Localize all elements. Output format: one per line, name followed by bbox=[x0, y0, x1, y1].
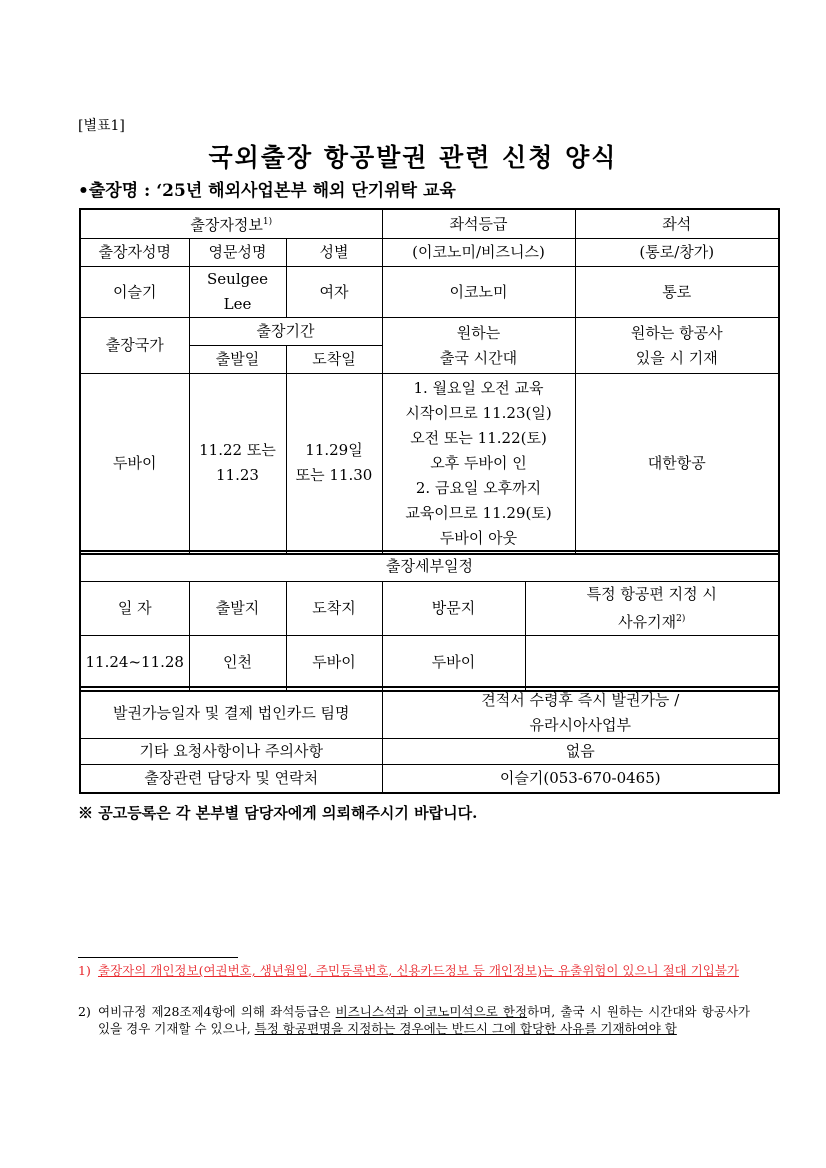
trip-name: •출장명 : ‘25년 해외사업본부 해외 단기위탁 교육 bbox=[78, 181, 456, 201]
country-value: 두바이 bbox=[80, 374, 189, 554]
footnote-2: 2) 여비규정 제28조제4항에 의해 좌석등급은 비즈니스석과 이코노미석으로 한정하며, 출국 시 원하는 시간대와 항공사가 있을 경우 기재할 수 있으나, 특정 항공편명을 지정하는 경우에는 반드시 그에 합당한 사유를 기재하여야 함 bbox=[78, 1004, 750, 1036]
col-gender: 성별 bbox=[286, 239, 382, 267]
name-value: 이슬기 bbox=[80, 267, 189, 318]
issue-value: 견적서 수령후 즉시 발권가능 / 유라시아사업부 bbox=[382, 687, 779, 739]
notice: ※ 공고등록은 각 본부별 담당자에게 의뢰해주시기 바랍니다. bbox=[78, 804, 478, 822]
issue-label: 발권가능일자 및 결제 법인카드 팀명 bbox=[80, 687, 382, 739]
period-header: 출장기간 bbox=[189, 318, 382, 346]
col-reason: 특정 항공편 지정 시 사유기재$^{2)}$ bbox=[525, 581, 779, 635]
seat-class-sub: (이코노미/비즈니스) bbox=[382, 239, 575, 267]
annex-label: [별표1] bbox=[78, 118, 125, 134]
col-from: 출발지 bbox=[189, 581, 286, 635]
seat-sub: (통로/창가) bbox=[575, 239, 779, 267]
other-label: 기타 요청사항이나 주의사항 bbox=[80, 739, 382, 765]
gender-value: 여자 bbox=[286, 267, 382, 318]
airline-header: 원하는 항공사 있을 시 기재 bbox=[575, 318, 779, 374]
airline-value: 대한항공 bbox=[575, 374, 779, 554]
eng-name-value: Seulgee Lee bbox=[189, 267, 286, 318]
arrive-value: 11.29일 또는 11.30 bbox=[286, 374, 382, 554]
other-value: 없음 bbox=[382, 739, 779, 765]
col-date: 일 자 bbox=[80, 581, 189, 635]
time-header: 원하는 출국 시간대 bbox=[382, 318, 575, 374]
schedule-table bbox=[79, 550, 780, 692]
payment-table bbox=[79, 686, 780, 794]
depart-header: 출발일 bbox=[189, 346, 286, 374]
schedule-visit: 두바이 bbox=[382, 635, 525, 691]
col-name: 출장자성명 bbox=[80, 239, 189, 267]
schedule-section-header: 출장세부일정 bbox=[80, 551, 779, 581]
schedule-reason bbox=[525, 635, 779, 691]
col-visit: 방문지 bbox=[382, 581, 525, 635]
page-title: 국외출장 항공발권 관련 신청 양식 bbox=[208, 143, 618, 172]
country-header: 출장국가 bbox=[80, 318, 189, 374]
traveler-table bbox=[79, 208, 780, 555]
col-eng-name: 영문성명 bbox=[189, 239, 286, 267]
traveler-info-header: 출장자정보$^{1)}$ bbox=[80, 209, 382, 239]
seat-class-header: 좌석등급 bbox=[382, 209, 575, 239]
arrive-header: 도착일 bbox=[286, 346, 382, 374]
seat-value: 통로 bbox=[575, 267, 779, 318]
schedule-from: 인천 bbox=[189, 635, 286, 691]
seat-header: 좌석 bbox=[575, 209, 779, 239]
schedule-to: 두바이 bbox=[286, 635, 382, 691]
footnote-divider bbox=[78, 957, 238, 958]
footnote-1: 1) 출장자의 개인정보(여권번호, 생년월일, 주민등록번호, 신용카드정보 등 개인정보)는 유출위험이 있으니 절대 기입불가 bbox=[78, 963, 740, 978]
col-to: 도착지 bbox=[286, 581, 382, 635]
time-value: 1. 월요일 오전 교육 시작이므로 11.23(일) 오전 또는 11.22(토) 오후 두바이 인 2. 금요일 오후까지 교육이므로 11.29(토) 두바이 아웃 bbox=[382, 374, 575, 554]
contact-value: 이슬기(053-670-0465) bbox=[382, 765, 779, 793]
depart-value: 11.22 또는 11.23 bbox=[189, 374, 286, 554]
seat-class-value: 이코노미 bbox=[382, 267, 575, 318]
schedule-date: 11.24~11.28 bbox=[80, 635, 189, 691]
contact-label: 출장관련 담당자 및 연락처 bbox=[80, 765, 382, 793]
